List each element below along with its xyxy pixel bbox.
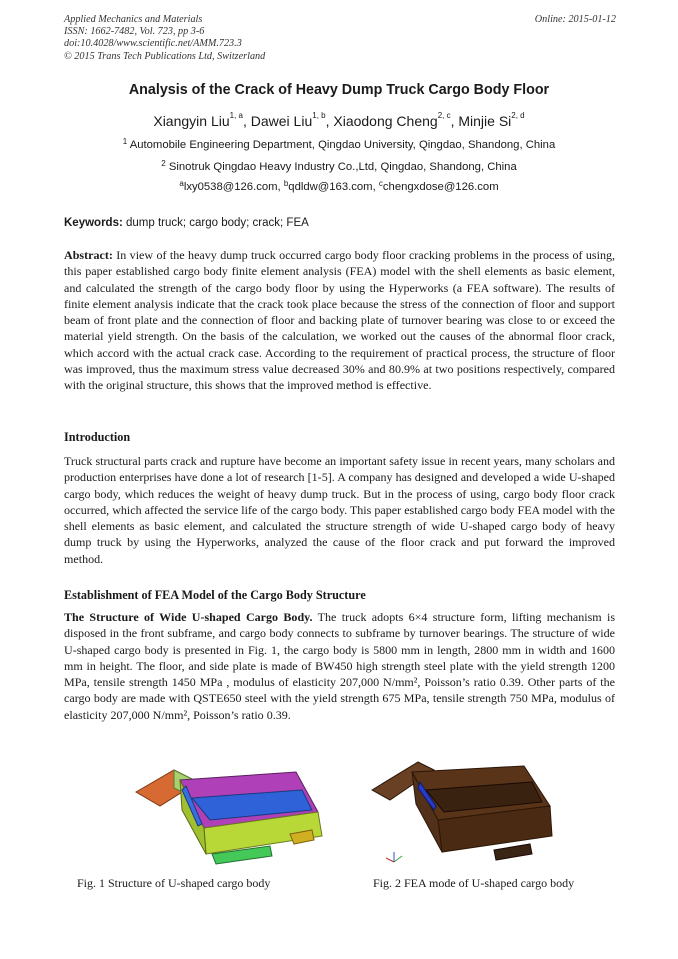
affiliation-1 (20, 139, 658, 151)
email-sup: b (283, 179, 289, 188)
author-name: Xiangyin Liu (153, 113, 230, 129)
author-name: Xiaodong Cheng (333, 113, 438, 129)
email-sup: c (378, 179, 383, 188)
issn: ISSN: 1662-7482, Vol. 723, pp 3-6 (64, 26, 205, 38)
author-sup: 2, d (511, 111, 525, 120)
doi: doi:10.4028/www.scientific.net/AMM.723.3 (64, 38, 242, 50)
abstract-text: In view of the heavy dump truck occurred cargo body floor cracking problems in the process of using, this paper established cargo body finite element analysis (FEA) model with the shell elements as basic element, and calculated the strength of the cargo body floor by using the Hyperworks (a FEA software). The results of finite element analysis indicate that the crack took place because the stress of the connection of floor and support beam of front plate and the connection of floor and backing plate of turnover bearing was close to or exceed the material yield strength. On the basis of the calculation, we worked out the causes of the abnormal floor crack, which accord with the actual crack case. According to the requirement of practical process, the structure of floor was improved, thus the maximum stress value decreased 30% and 80.9% at two positions respectively, compared with the original structure, this shows that the improved method is effective. (64, 248, 616, 393)
structure-text: The truck adopts 6×4 structure form, lifting mechanism is disposed in the front subframe, and cargo body connects to subframe by turnover bearings. The structure of wide U-shaped cargo body is presented in Fig. 1, the cargo body is 5800 mm in length, 2800 mm in width and 1600 mm in height. The floor, and side plate is made of BW450 high strength steel plate with the yield strength 1200 MPa, tensile strength 1450 MPa , modulus of elasticity 207,000 N/mm², Poisson’s ratio 0.39. Other parts of the cargo body are made with QSTE650 steel with the yield strength 675 MPa, tensile strength 750 MPa, modulus of elasticity 207,000 N/mm², Poisson’s ratio 0.39. (64, 610, 616, 722)
abstract (64, 247, 615, 394)
figure-1-cargo-body-image (126, 740, 346, 870)
figure-2-fea-model-image (364, 740, 564, 870)
structure-paragraph (64, 609, 615, 723)
keywords-text: dump truck; cargo body; crack; FEA (126, 217, 309, 229)
affiliation-text: Sinotruk Qingdao Heavy Industry Co.,Ltd, Qingdao, Shandong, China (168, 161, 517, 173)
affiliation-2 (20, 161, 658, 173)
affiliation-sup: 2 (161, 159, 166, 168)
keywords-label: Keywords: (64, 217, 123, 229)
email-list: $^a$lxy0538@126.com, $^b$qdldw@163.com, $^c$chengxdose@126.com (179, 179, 499, 193)
affiliation-text: Automobile Engineering Department, Qingdao University, Qingdao, Shandong, China (129, 139, 556, 151)
figure-2-caption: Fig. 2 FEA mode of U-shaped cargo body (373, 876, 575, 890)
paper-title: Analysis of the Crack of Heavy Dump Truck Cargo Body Floor (128, 82, 550, 98)
online-date: Online: 2015-01-12 (534, 14, 616, 25)
author-list: Xiangyin Liu$^{1, a}$, Dawei Liu$^{1, b}$, Xiaodong Cheng$^{2, c}$, Minjie Si$^{2, d}$ (153, 111, 525, 129)
author-sup: 1, a (229, 111, 243, 120)
introduction-text: Truck structural parts crack and rupture have become an important safety issue in recent years, many scholars and production enterprises have done a lot of research [1-5]. A company has designed and developed a wide U-shaped cargo body, which reduces the weight of heavy dump truck. But in the process of using, cargo body floor crack occurred, which affected the service life of the cargo body. This paper established cargo body FEA model with the shell elements as basic element, and calculated the structure strength of wide U-shaped cargo body of heavy dump truck by using the Hyperworks, analyzed the cause of the floor crack and put forward the improved method. (64, 454, 615, 566)
email-link[interactable]: qdldw@163.com (288, 181, 373, 193)
structure-subheading: The Structure of Wide U-shaped Cargo Body. (64, 610, 313, 624)
journal-header (64, 14, 616, 63)
affiliation-sup: 1 (122, 137, 128, 146)
author-name: Dawei Liu (250, 113, 313, 129)
journal-name: Applied Mechanics and Materials (64, 14, 203, 25)
author-sup: 2, c (437, 111, 451, 120)
copyright: © 2015 Trans Tech Publications Ltd, Switzerland (64, 50, 266, 62)
establishment-heading: Establishment of FEA Model of the Cargo Body Structure (64, 588, 366, 602)
email-link[interactable]: chengxdose@126.com (382, 181, 499, 193)
author-sup: 1, b (312, 111, 326, 120)
abstract-label: Abstract: (64, 248, 113, 262)
email-link[interactable]: lxy0538@126.com (183, 181, 278, 193)
introduction-heading: Introduction (64, 430, 131, 444)
author-name: Minjie Si (458, 113, 512, 129)
keywords (64, 217, 309, 229)
figure-1-caption: Fig. 1 Structure of U-shaped cargo body (77, 876, 271, 890)
email-sup: a (179, 179, 184, 188)
